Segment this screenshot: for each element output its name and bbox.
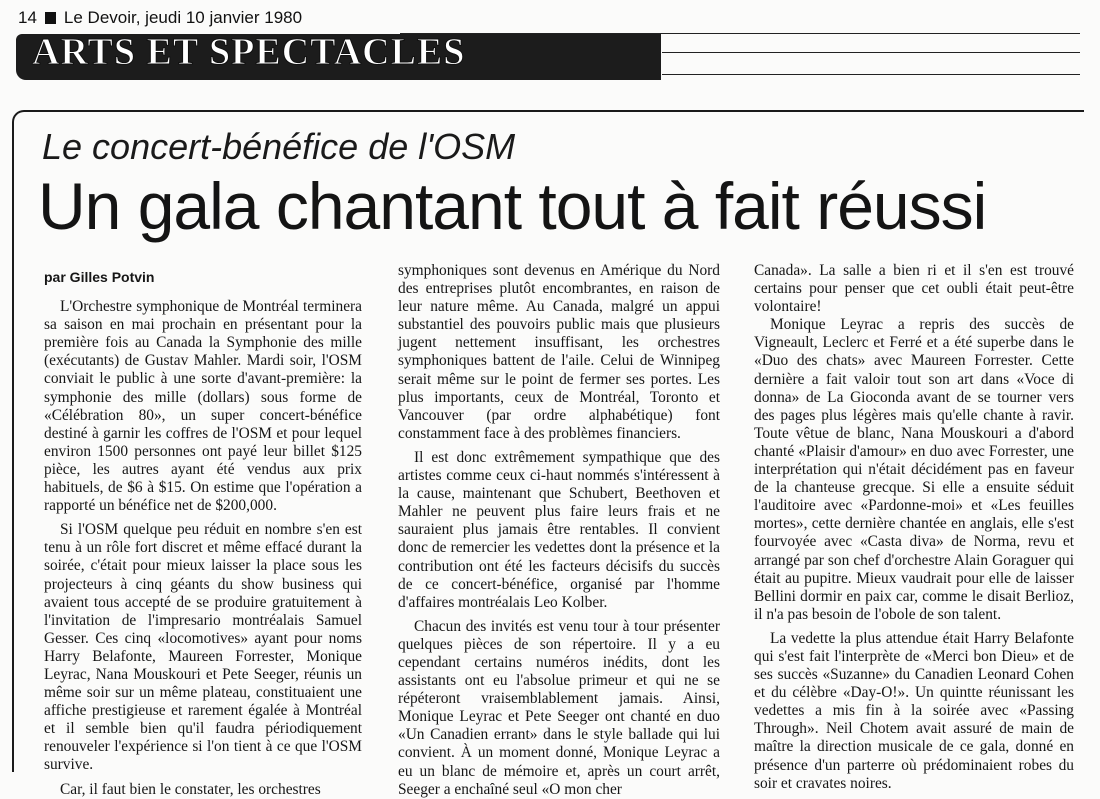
header-rule <box>662 74 1080 75</box>
article-headline: Un gala chantant tout à fait réussi <box>38 169 987 243</box>
article-column-2 <box>398 262 720 799</box>
header-rule <box>662 52 1080 53</box>
article-column-3 <box>754 262 1074 793</box>
publication-line: Le Devoir, jeudi 10 janvier 1980 <box>63 8 303 27</box>
paragraph: Il est donc extrêmement sympathique que des artistes comme ceux ci-haut nommés s'intéressent à la cause, maintenant que Schubert, Beethoven et Mahler ne peuvent plus faire leurs frais et ne sauraient plus jamais être rentables. Il convient donc de remercier les vedettes dont la présence et la contribution ont été les facteurs décisifs du succès de ce concert-bénéfice, organisé par l'homme d'affaires montréalais Leo Kolber. <box>398 448 720 611</box>
paragraph: Monique Leyrac a repris des succès de Vigneault, Leclerc et Ferré et a été superbe dans le «Duo des chats» avec Maureen Forrester. Cette dernière a fait valoir tout son art dans «Voce di donna» de La Gioconda avant de se tourner vers des pages plus légères mais qu'elle chante à ravir. Toute vêtue de blanc, Nana Mouskouri a d'abord chanté «Plaisir d'amour» en duo avec Forrester, une interprétation qui n'était décidément pas en faveur de la chanteuse grecque. Si elle a ensuite séduit l'auditoire avec «Pardonne-moi» et «Les feuilles mortes», cette dernière chantée en anglais, elle s'est fourvoyée avec «Casta diva» de Norma, revu et arrangé par son chef d'orchestre Alain Goraguer qui était au pupitre. Mieux vaudrait pour elle de laisser Bellini dormir en paix car, comme le disait Berlioz, il n'a pas besoin de l'obole de son talent. <box>754 316 1074 623</box>
folio-line <box>18 8 302 28</box>
article-kicker: Le concert-bénéfice de l'OSM <box>42 126 516 167</box>
section-title: ARTS ET SPECTACLES <box>32 31 466 73</box>
square-bullet-icon <box>45 12 56 24</box>
paragraph: L'Orchestre symphonique de Montréal terminera sa saison en mai prochain en présentant pour la première fois au Canada la Symphonie des mille (exécutants) de Gustav Mahler. Mardi soir, l'OSM conviait le public à une sorte d'avant-première: la symphonie des mille (dollars) sous forme de «Célébration 80», un super concert-bénéfice destiné à garnir les coffres de l'OSM et pour lequel environ 1500 personnes ont payé leur billet $125 pièce, les autres ayant été vendus aux prix habituels, de $6 à $15. On estime que l'opération a rapporté un bénéfice net de $200,000. <box>44 298 362 515</box>
paragraph: La vedette la plus attendue était Harry Belafonte qui s'est fait l'interprète de «Merci bon Dieu» et de ses succès «Suzanne» du Canadien Leonard Cohen et du célèbre «Day-O!». Un quintte réunissant les vedettes a mis fin à la soirée avec «Passing Through». Neil Chotem avait assuré de main de maître la direction musicale de ce gala, donné en présence d'un parterre où prédominaient robes du soir et cravates noires. <box>754 629 1074 792</box>
paragraph: symphoniques sont devenus en Amérique du Nord des entreprises plutôt encombrantes, en raison de leur nature même. Au Canada, malgré un appui substantiel des pouvoirs public mais que plusieurs jugent nettement insuffisant, les orchestres symphoniques battent de l'aile. Celui de Winnipeg serait même sur le point de fermer ses portes. Les plus importants, ceux de Montréal, Toronto et Vancouver (par ordre alphabétique) font constamment face à des problèmes financiers. <box>398 262 720 442</box>
paragraph: Chacun des invités est venu tour à tour présenter quelques pièces de son répertoire. Il y a eu cependant certains numéros inédits, dont les assistants ont eu l'absolue primeur et qui ne se répéteront vraisemblablement jamais. Ainsi, Monique Leyrac et Pete Seeger ont chanté en duo «Un Canadien errant» dans le style ballade qui lui convient. À un moment donné, Monique Leyrac a eu un blanc de mémoire et, après un court arrêt, Seeger a enchaîné seul «O mon cher <box>398 617 720 798</box>
page-number: 14 <box>18 8 37 27</box>
paragraph: Si l'OSM quelque peu réduit en nombre s'en est tenu à un rôle fort discret et même effacé durant la soirée, c'était pour mieux laisser la place sous les projecteurs à cinq géants du show business qui avaient tous accepté de se produire gratuitement à l'invitation de l'impresario montréalais Samuel Gesser. Ces cinq «locomotives» ayant pour noms Harry Belafonte, Maureen Forrester, Monique Leyrac, Nana Mouskouri et Pete Seeger, réunis un même soir sur un même plateau, constituaient une affiche prestigieuse et rarement égalée à Montréal et il semble bien qu'il faudra périodiquement renouveler l'expérience si l'on tient à ce que l'OSM survive. <box>44 521 362 774</box>
paragraph: Car, il faut bien le constater, les orchestres <box>60 780 321 798</box>
article-column-1 <box>44 262 362 799</box>
paragraph: Canada». La salle a bien ri et il s'en est trouvé certains pour penser que cet oubli était peut-être volontaire! <box>754 262 1074 316</box>
byline: par Gilles Potvin <box>44 269 155 285</box>
